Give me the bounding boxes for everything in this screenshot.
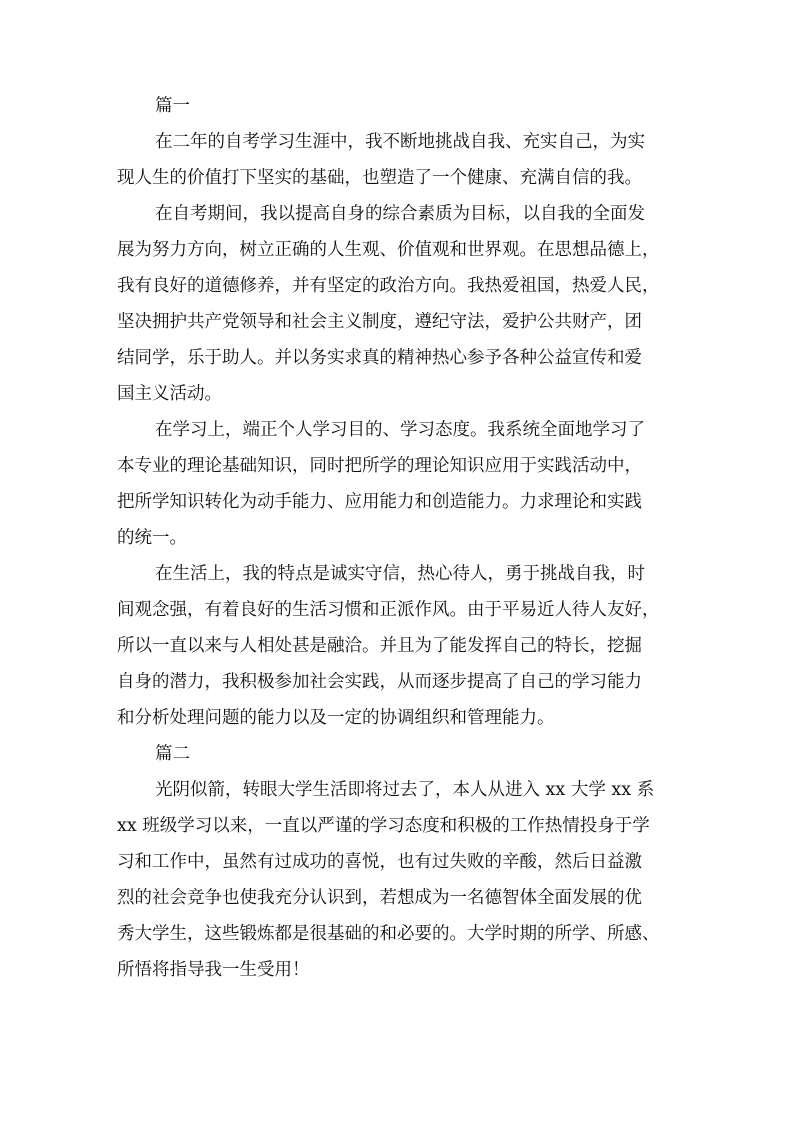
paragraph-first-line: 在生活上，我的特点是诚实守信，热心待人，勇于挑战自我，时 <box>155 564 645 584</box>
paragraph-line: 秀大学生，这些锻炼都是很基础的和必要的。大学时期的所学、所感、 <box>117 924 660 944</box>
paragraph-line: 我有良好的道德修养，并有坚定的政治方向。我热爱祖国，热爱人民， <box>117 276 660 296</box>
paragraph-first-line: 光阴似箭，转眼大学生活即将过去了，本人从进入 xx 大学 xx 系 <box>155 780 655 800</box>
paragraph-line: 展为努力方向，树立正确的人生观、价值观和世界观。在思想品德上， <box>117 240 660 260</box>
paragraph-line: 自身的潜力，我积极参加社会实践，从而逐步提高了自己的学习能力 <box>117 672 642 692</box>
paragraph-line: 所悟将指导我一生受用！ <box>117 960 310 980</box>
paragraph-line: 坚决拥护共产党领导和社会主义制度，遵纪守法，爱护公共财产，团 <box>117 312 642 332</box>
paragraph-line: 国主义活动。 <box>117 384 222 404</box>
paragraph-line: 把所学知识转化为动手能力、应用能力和创造能力。力求理论和实践 <box>117 492 642 512</box>
paragraph-line: 习和工作中，虽然有过成功的喜悦，也有过失败的辛酸，然后日益激 <box>117 852 642 872</box>
paragraph-first-line: 篇一 <box>155 96 190 116</box>
paragraph-line: 和分析处理问题的能力以及一定的协调组织和管理能力。 <box>117 708 555 728</box>
document-body <box>117 88 695 988</box>
paragraph-first-line: 在二年的自考学习生涯中，我不断地挑战自我、充实自己，为实 <box>155 132 645 152</box>
paragraph-first-line: 在自考期间，我以提高自身的综合素质为目标，以自我的全面发 <box>155 204 645 224</box>
paragraph-first-line: 在学习上，端正个人学习目的、学习态度。我系统全面地学习了 <box>155 420 645 440</box>
paragraph-line: 结同学，乐于助人。并以务实求真的精神热心参予各种公益宣传和爱 <box>117 348 642 368</box>
paragraph-line: 现人生的价值打下坚实的基础，也塑造了一个健康、充满自信的我。 <box>117 168 642 188</box>
paragraph-line: 烈的社会竞争也使我充分认识到，若想成为一名德智体全面发展的优 <box>117 888 642 908</box>
paragraph-line: 所以一直以来与人相处甚是融洽。并且为了能发挥自己的特长，挖掘 <box>117 636 642 656</box>
paragraph-line: 本专业的理论基础知识，同时把所学的理论知识应用于实践活动中， <box>117 456 642 476</box>
paragraph-line: 间观念强，有着良好的生活习惯和正派作风。由于平易近人待人友好， <box>117 600 660 620</box>
paragraph-line: 的统一。 <box>117 528 187 548</box>
paragraph-first-line: 篇二 <box>155 744 190 764</box>
paragraph-line: xx 班级学习以来，一直以严谨的学习态度和积极的工作热情投身于学 <box>117 816 650 836</box>
